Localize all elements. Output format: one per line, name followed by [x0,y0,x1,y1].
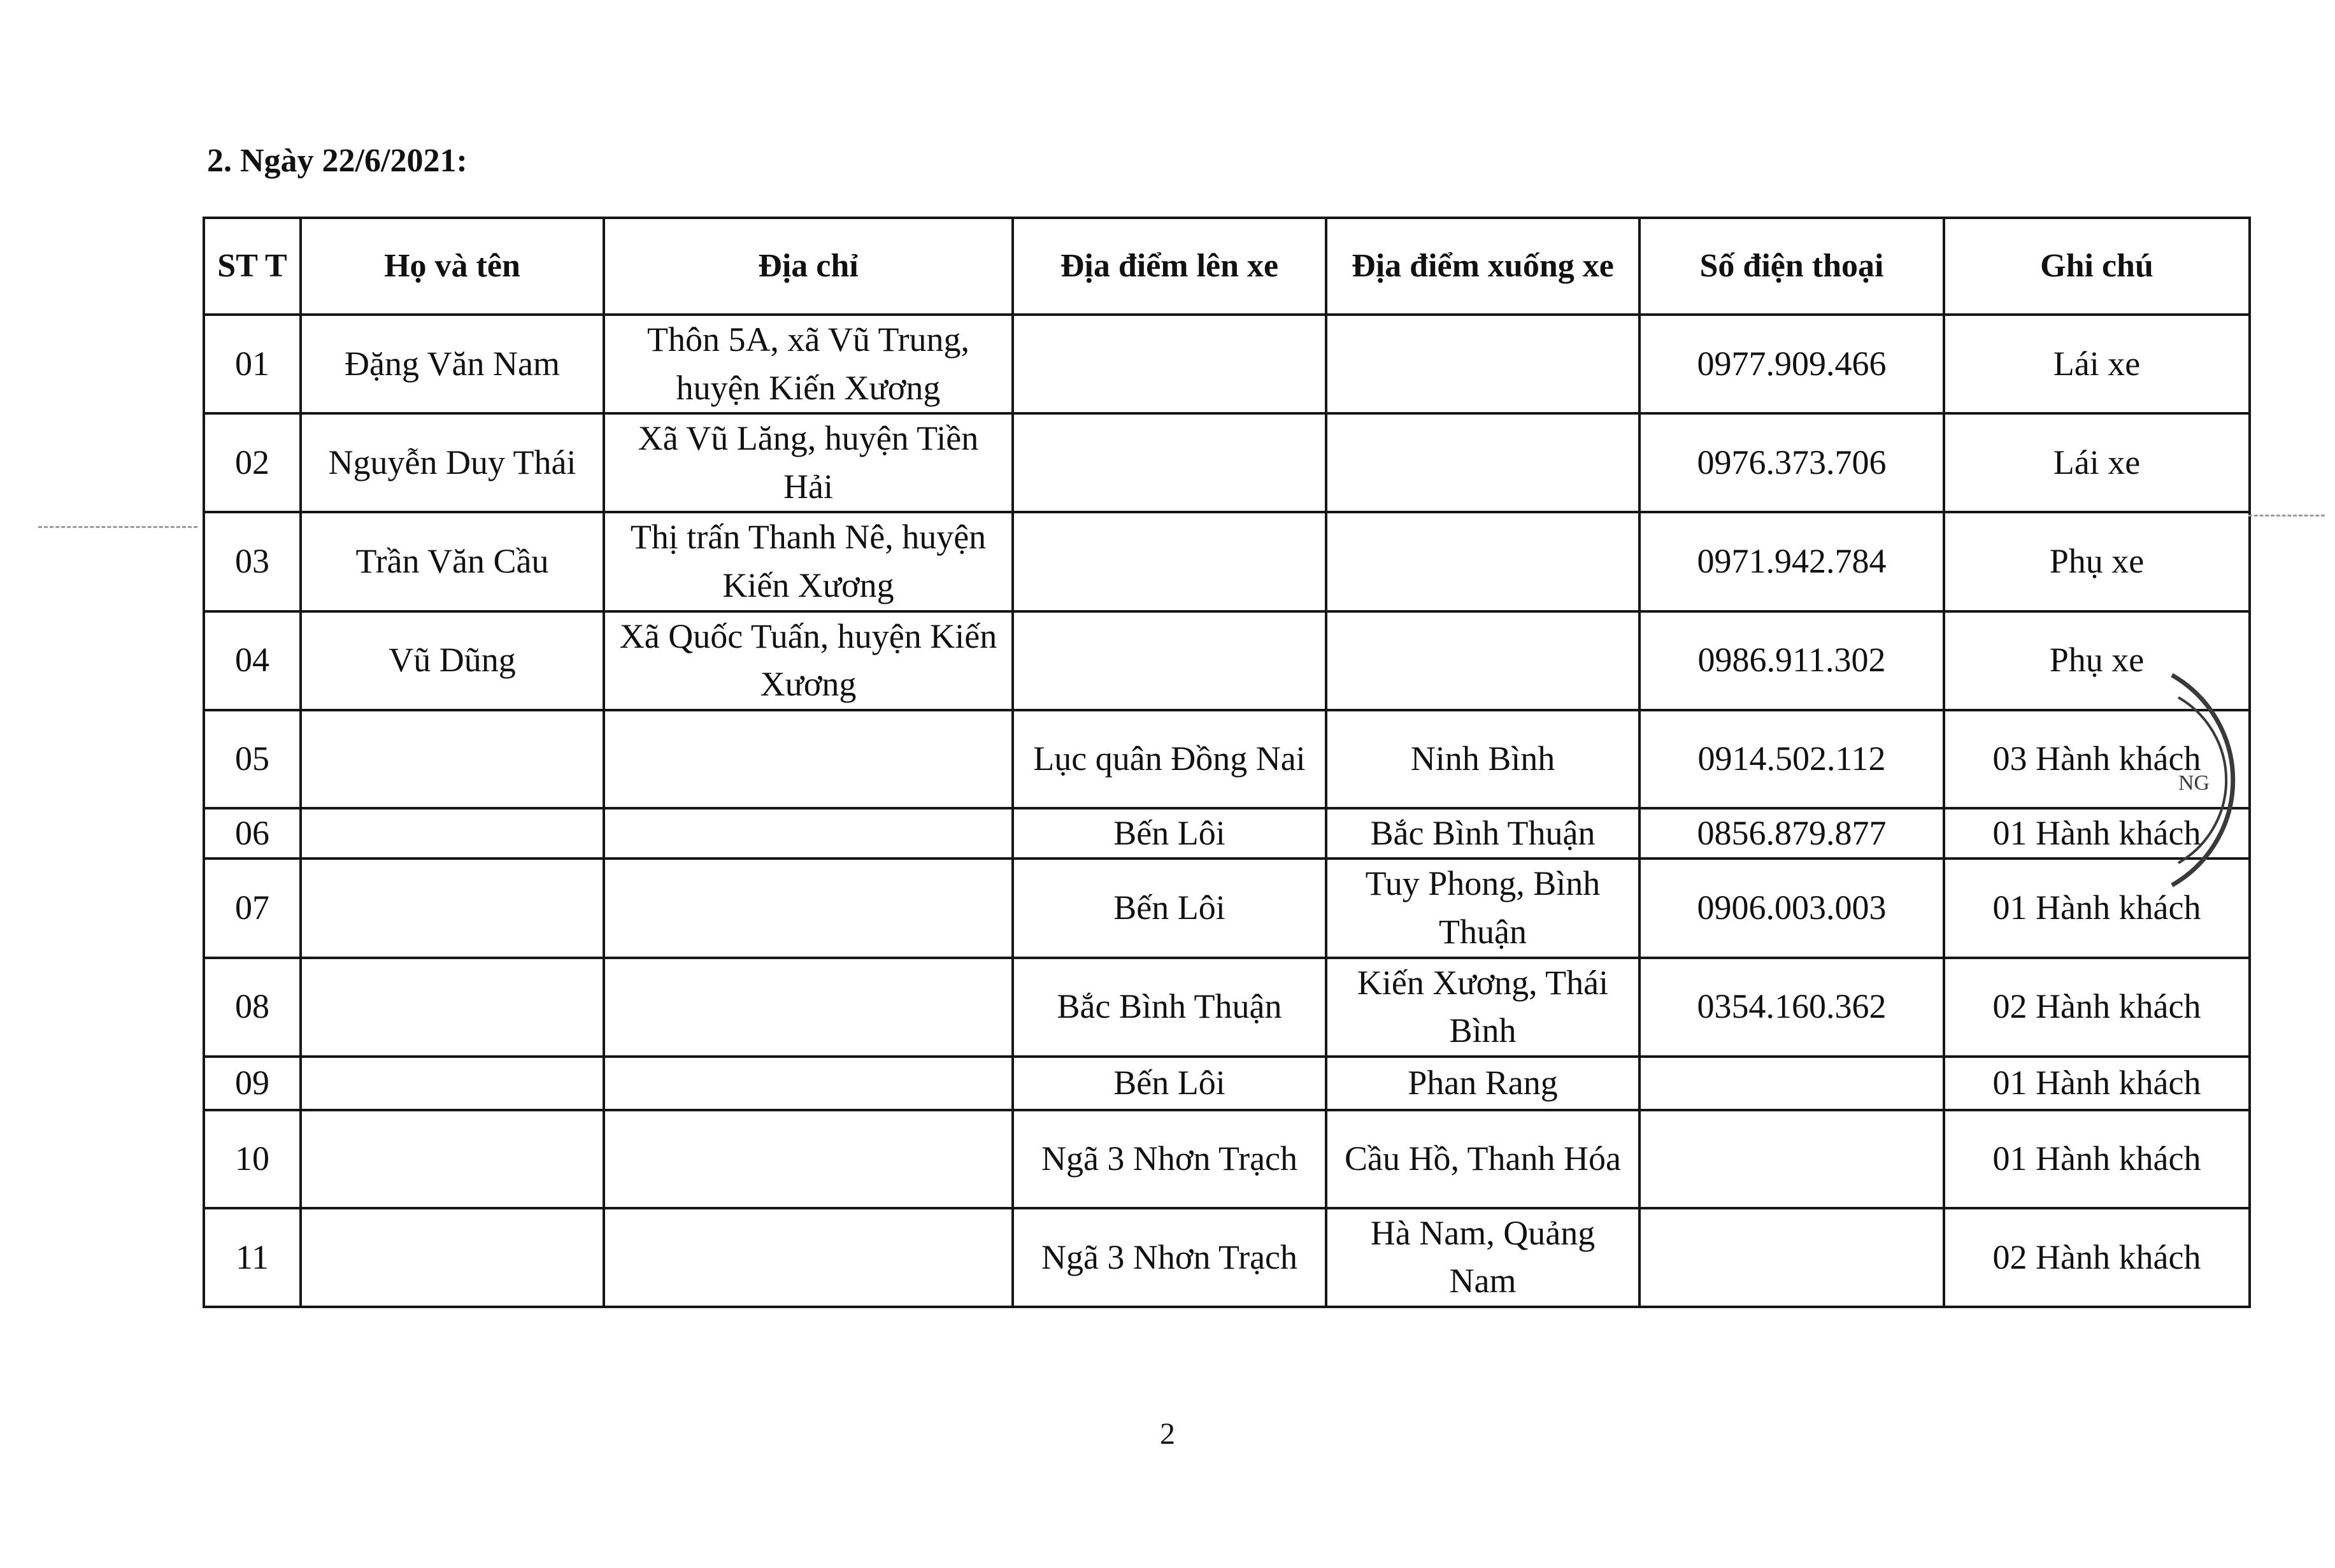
cell-alighting: Cầu Hồ, Thanh Hóa [1326,1110,1639,1208]
table-row [204,710,2250,808]
cell-stt: 05 [204,710,301,808]
cell-name [301,710,604,808]
cell-phone [1639,1110,1944,1208]
col-header-note: Ghi chú [1944,218,2250,315]
section-heading: 2. Ngày 22/6/2021: [207,143,468,179]
table-row [204,611,2250,710]
table-row [204,958,2250,1057]
cell-stt: 01 [204,315,301,413]
cell-boarding [1013,315,1326,413]
cell-note: Phụ xe [1944,512,2250,611]
table-row [204,413,2250,512]
col-header-alighting: Địa điểm xuống xe [1326,218,1639,315]
cell-phone: 0906.003.003 [1639,859,1944,957]
cell-note: 02 Hành khách [1944,1208,2250,1307]
cell-boarding: Bến Lôi [1013,808,1326,859]
table-row [204,315,2250,413]
cell-phone: 0986.911.302 [1639,611,1944,710]
cell-name [301,808,604,859]
cell-alighting: Kiến Xương, Thái Bình [1326,958,1639,1057]
cell-phone [1639,1057,1944,1110]
cell-name: Vũ Dũng [301,611,604,710]
cell-boarding: Lục quân Đồng Nai [1013,710,1326,808]
cell-stt: 07 [204,859,301,957]
cell-boarding: Bến Lôi [1013,859,1326,957]
cell-address [604,958,1013,1057]
cell-phone: 0971.942.784 [1639,512,1944,611]
cell-name [301,1208,604,1307]
passenger-table [203,217,2251,1308]
cell-name [301,1110,604,1208]
cell-alighting: Bắc Bình Thuận [1326,808,1639,859]
cell-address [604,1208,1013,1307]
cell-stt: 02 [204,413,301,512]
cell-name [301,859,604,957]
table-row [204,1057,2250,1110]
cell-stt: 06 [204,808,301,859]
cell-alighting [1326,413,1639,512]
col-header-boarding: Địa điểm lên xe [1013,218,1326,315]
col-header-stt: ST T [204,218,301,315]
cell-address [604,1110,1013,1208]
cell-alighting: Ninh Bình [1326,710,1639,808]
cell-stt: 10 [204,1110,301,1208]
cell-stt: 11 [204,1208,301,1307]
cell-boarding: Bến Lôi [1013,1057,1326,1110]
stamp-text: NG [2178,771,2210,795]
cell-note: 01 Hành khách [1944,808,2250,859]
cell-address: Thị trấn Thanh Nê, huyện Kiến Xương [604,512,1013,611]
cell-name: Trần Văn Cầu [301,512,604,611]
cell-phone: 0976.373.706 [1639,413,1944,512]
col-header-name: Họ và tên [301,218,604,315]
cell-note: Phụ xe [1944,611,2250,710]
cell-name: Nguyễn Duy Thái [301,413,604,512]
cell-phone: 0856.879.877 [1639,808,1944,859]
table-row [204,808,2250,859]
cell-note: Lái xe [1944,413,2250,512]
cell-name: Đặng Văn Nam [301,315,604,413]
cell-address: Thôn 5A, xã Vũ Trung, huyện Kiến Xương [604,315,1013,413]
cell-phone: 0914.502.112 [1639,710,1944,808]
cell-note: 03 Hành khách [1944,710,2250,808]
cell-address: Xã Vũ Lăng, huyện Tiền Hải [604,413,1013,512]
table-row [204,512,2250,611]
cell-phone [1639,1208,1944,1307]
cell-phone: 0354.160.362 [1639,958,1944,1057]
cell-note: 02 Hành khách [1944,958,2250,1057]
cell-alighting: Hà Nam, Quảng Nam [1326,1208,1639,1307]
cell-address [604,808,1013,859]
scan-artifact-left [38,526,197,528]
cell-note: Lái xe [1944,315,2250,413]
cell-boarding [1013,512,1326,611]
cell-boarding: Bắc Bình Thuận [1013,958,1326,1057]
cell-alighting [1326,315,1639,413]
cell-note: 01 Hành khách [1944,859,2250,957]
table-row [204,1110,2250,1208]
cell-boarding [1013,413,1326,512]
cell-alighting [1326,611,1639,710]
cell-phone: 0977.909.466 [1639,315,1944,413]
cell-address [604,859,1013,957]
cell-stt: 09 [204,1057,301,1110]
table-row [204,1208,2250,1307]
cell-address: Xã Quốc Tuấn, huyện Kiến Xương [604,611,1013,710]
table-header-row [204,218,2250,315]
cell-boarding: Ngã 3 Nhơn Trạch [1013,1110,1326,1208]
cell-note: 01 Hành khách [1944,1110,2250,1208]
cell-name [301,1057,604,1110]
cell-address [604,1057,1013,1110]
cell-stt: 08 [204,958,301,1057]
scan-artifact-right [2248,515,2325,517]
cell-stt: 04 [204,611,301,710]
table-row [204,859,2250,957]
col-header-phone: Số điện thoại [1639,218,1944,315]
cell-stt: 03 [204,512,301,611]
cell-alighting [1326,512,1639,611]
page-number: 2 [1160,1417,1175,1451]
cell-alighting: Tuy Phong, Bình Thuận [1326,859,1639,957]
col-header-address: Địa chỉ [604,218,1013,315]
cell-boarding [1013,611,1326,710]
cell-alighting: Phan Rang [1326,1057,1639,1110]
cell-address [604,710,1013,808]
cell-boarding: Ngã 3 Nhơn Trạch [1013,1208,1326,1307]
cell-name [301,958,604,1057]
cell-note: 01 Hành khách [1944,1057,2250,1110]
